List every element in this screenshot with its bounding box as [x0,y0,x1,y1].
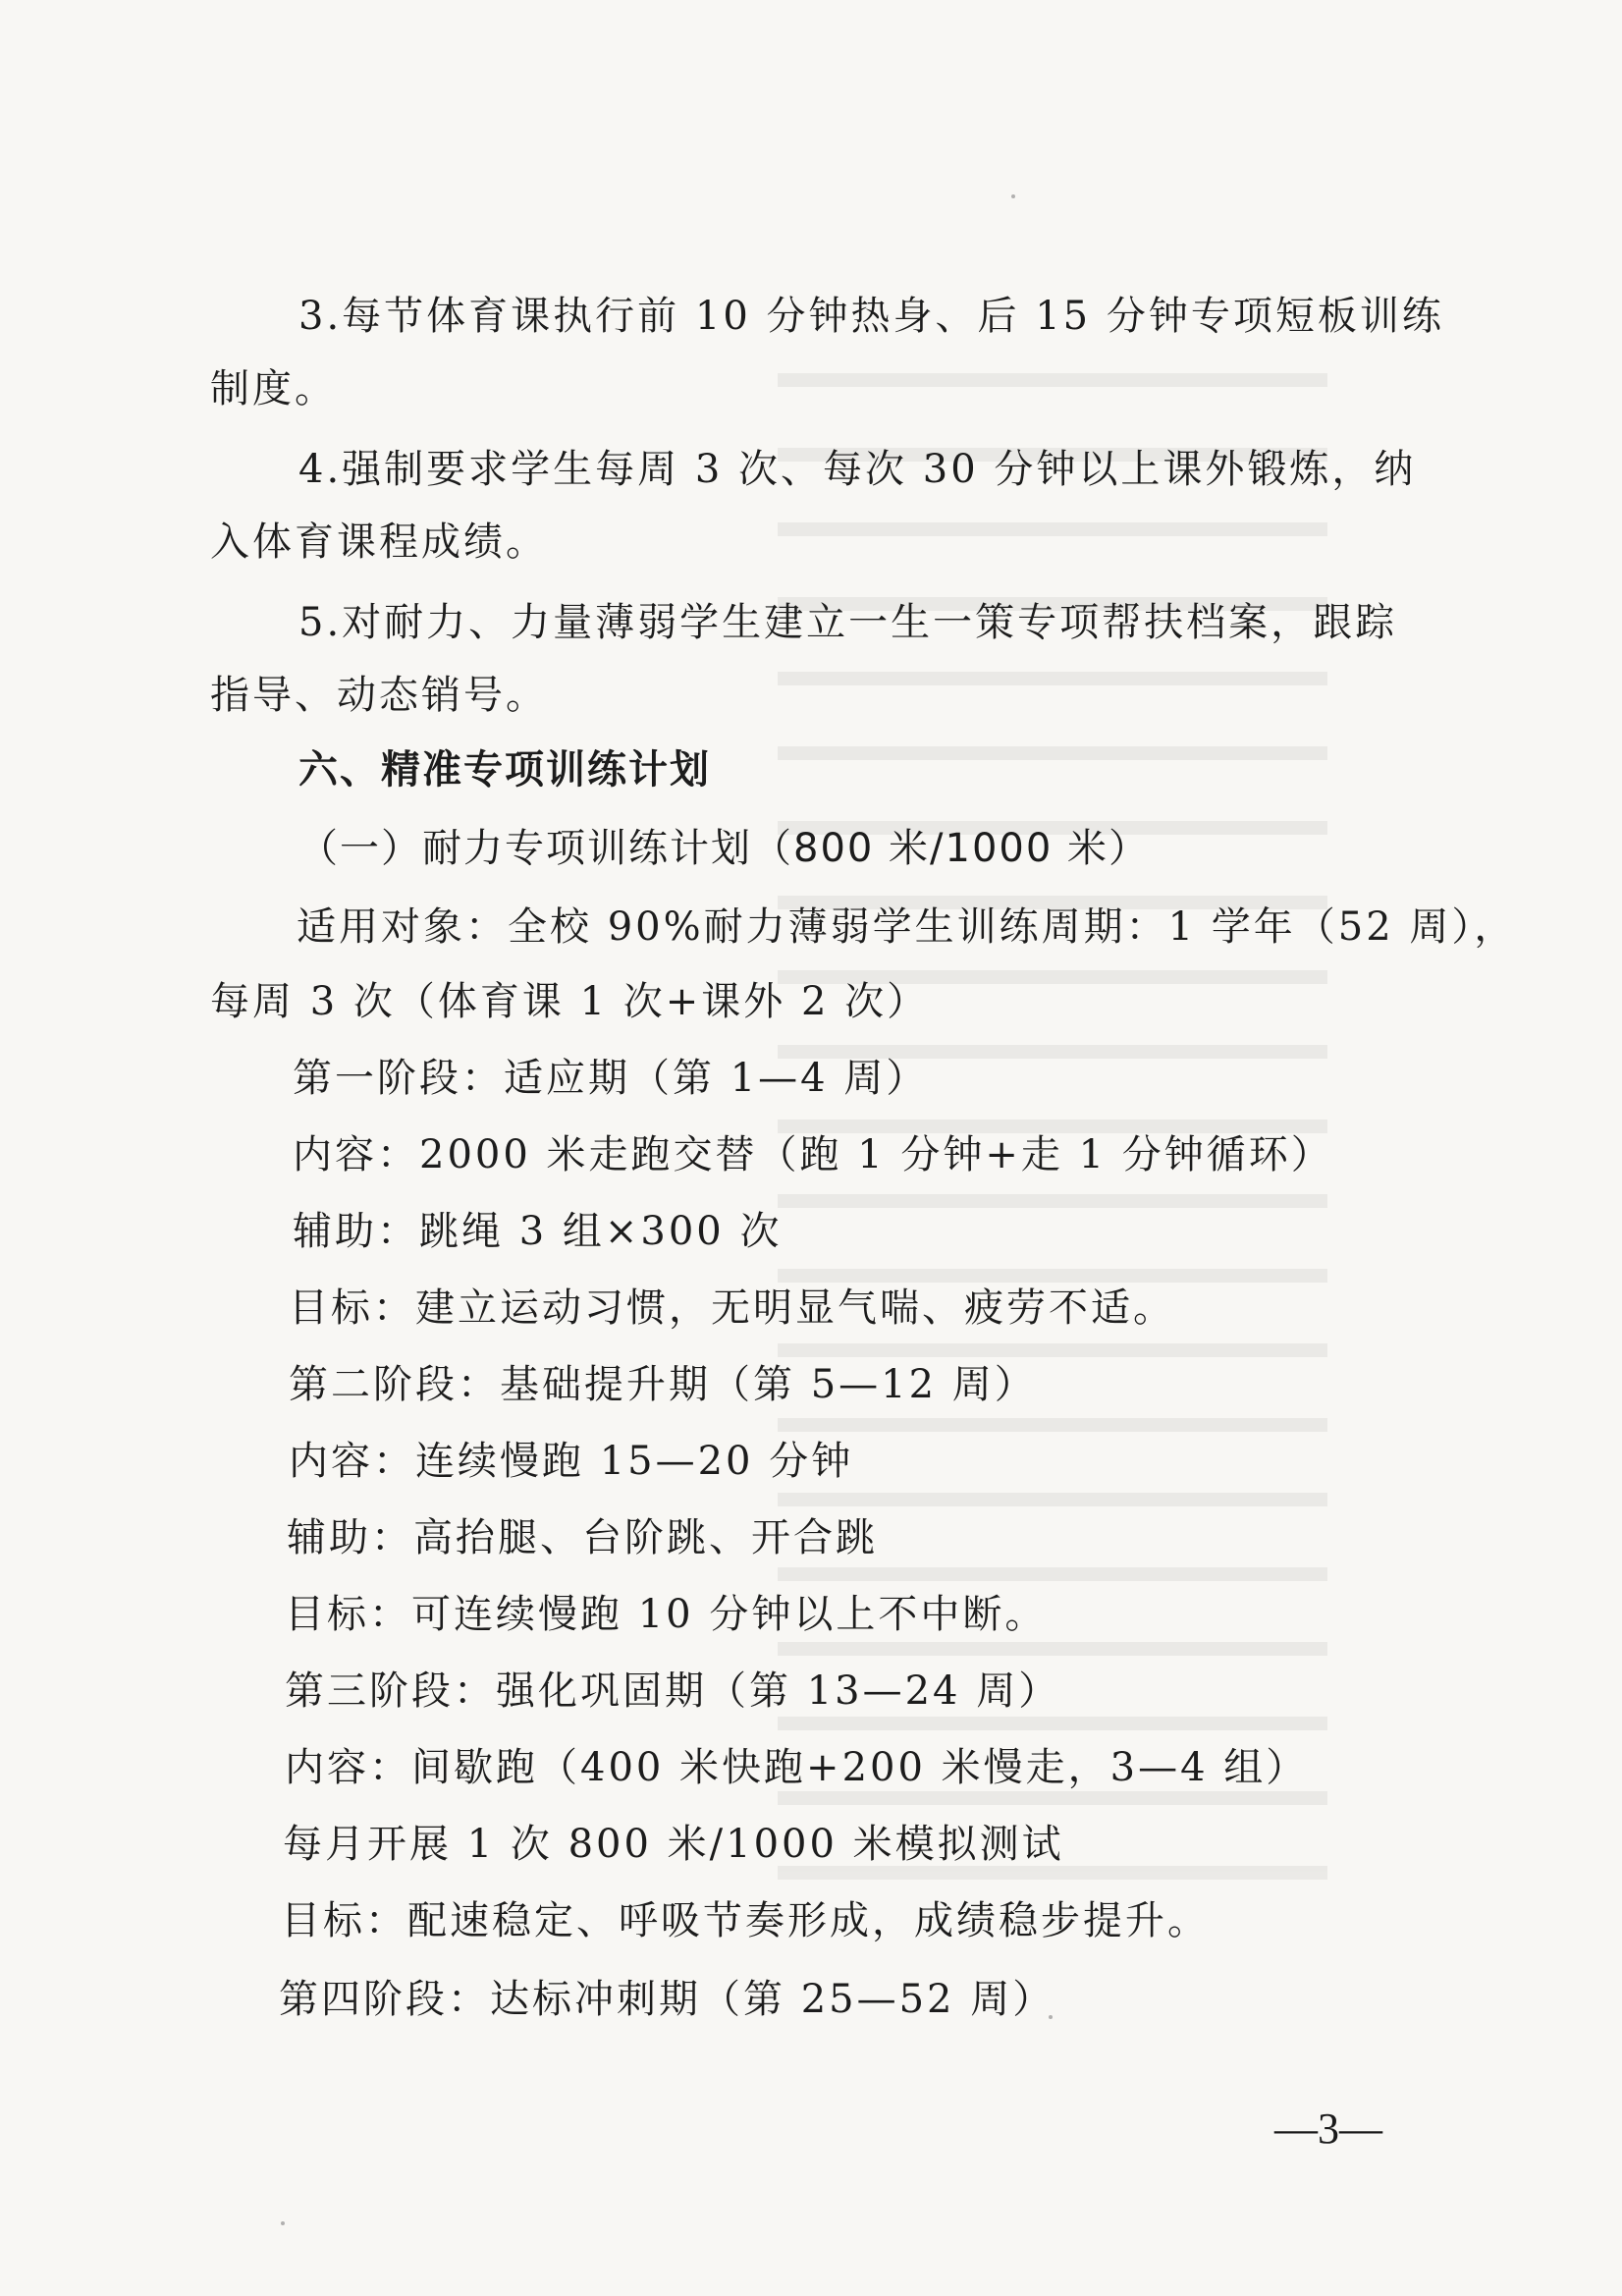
phase3-content: 内容：间歇跑（400 米快跑+200 米慢走，3—4 组） [285,1745,1309,1790]
bleed-through-line [778,746,1327,760]
bleed-through-line [778,1194,1327,1208]
phase3-title: 第三阶段：强化巩固期（第 13—24 周） [285,1668,1061,1714]
phase1-title: 第一阶段：适应期（第 1—4 周） [293,1056,929,1101]
phase3-goal: 目标：配速稳定、呼吸节奏形成，成绩稳步提升。 [281,1898,1210,1943]
bleed-through-line [778,1269,1327,1283]
section-six-title: 六、精准专项训练计划 [298,747,711,793]
page-number: —3— [1274,2105,1382,2153]
scan-speck [1011,194,1015,198]
item4-line2: 入体育课程成绩。 [210,519,548,565]
target-line1: 适用对象：全校 90%耐力薄弱学生训练周期：1 学年（52 周）， [297,904,1517,950]
phase2-goal: 目标：可连续慢跑 10 分钟以上不中断。 [285,1592,1048,1637]
bleed-through-line [778,1642,1327,1656]
phase2-content: 内容：连续慢跑 15—20 分钟 [289,1439,854,1484]
item4-line1: 4.强制要求学生每周 3 次、每次 30 分钟以上课外锻炼，纳 [298,447,1417,492]
phase1-content: 内容：2000 米走跑交替（跑 1 分钟+走 1 分钟循环） [293,1132,1333,1177]
bleed-through-line [778,1567,1327,1581]
item3-line2: 制度。 [210,366,337,411]
bleed-through-line [778,522,1327,536]
phase2-title: 第二阶段：基础提升期（第 5—12 周） [289,1362,1037,1407]
phase3-monthly: 每月开展 1 次 800 米/1000 米模拟测试 [283,1822,1064,1867]
bleed-through-line [778,672,1327,685]
bleed-through-line [778,1717,1327,1730]
phase1-aux: 辅助：跳绳 3 组×300 次 [293,1209,783,1254]
item5-line1: 5.对耐力、力量薄弱学生建立一生一策专项帮扶档案，跟踪 [298,600,1398,645]
phase1-goal: 目标：建立运动习惯，无明显气喘、疲劳不适。 [289,1285,1175,1331]
phase4-title: 第四阶段：达标冲刺期（第 25—52 周） [279,1977,1055,2022]
item5-line2: 指导、动态销号。 [210,673,548,718]
phase2-aux: 辅助：高抬腿、台阶跳、开合跳 [287,1515,878,1560]
bleed-through-line [778,1418,1327,1432]
item3-line1: 3.每节体育课执行前 10 分钟热身、后 15 分钟专项短板训练 [298,294,1444,339]
bleed-through-line [778,1343,1327,1357]
bleed-through-line [778,1791,1327,1805]
bleed-through-line [778,373,1327,387]
bleed-through-line [778,1493,1327,1506]
section-one-title: （一）耐力专项训练计划（800 米/1000 米） [298,826,1151,871]
scan-speck [281,2221,285,2225]
target-line2: 每周 3 次（体育课 1 次+课外 2 次） [210,979,930,1024]
